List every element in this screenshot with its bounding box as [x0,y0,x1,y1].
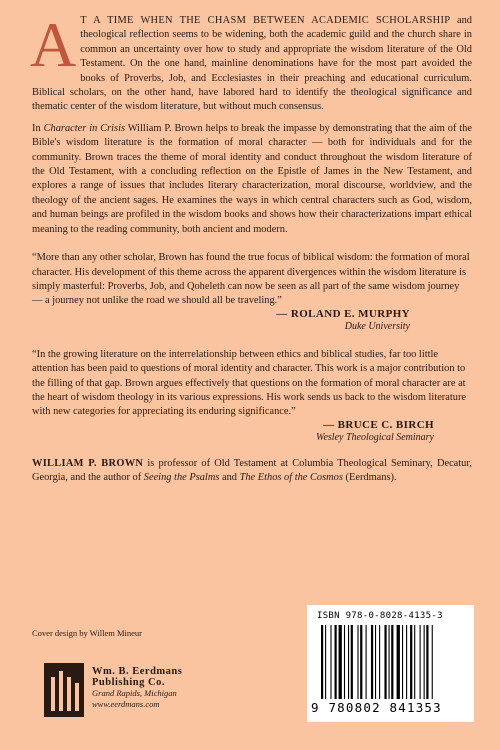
back-cover-text [30,9,473,486]
intro-paragraph [30,9,472,115]
description-paragraph: In Character in Crisis William P. Brown helps to break the impasse by demonstrating that the aim of the Bible's wisdom literature is the formation of moral character — both for individuals and for the community. Brown traces the theme of moral identity and conduct throughout the wisdom literature of the Old Testament, with a concluding reflection on the Epistle of James in the New Testament, and explores a range of issues that includes literary characterization, moral discourse, worldview, and the theology of the ancient sages. He examines the ways in which central characters such as God, wisdom, and human beings are profiled in the wisdom books and shows how their characterizations impart ethical meaning to the reading community, both ancient and modern. [32,122,472,235]
publisher-name: Wm. B. Eerdmans Publishing Co. Grand Rapids, Michigan www.eerdmans.com [92,666,183,709]
intro-body: and theological reflection seems to be widening, both the academic guild and the church share in common an uncertainty over how to study and appropriate the wisdom literature of the Old Testament. On the one hand, mainline denominations have for the most part avoided the books of Proverbs, Job, and Ecclesiastes in their preaching and educational curriculum. Biblical scholars, on the other hand, have labored hard to identify the theological significance and thematic center of the wisdom literature, but without much consensus. [32,15,472,113]
cover-credit: Cover design by Willem Mineur [32,628,142,638]
endorser-name: — BRUCE C. BIRCH [323,418,434,431]
barcode [307,605,474,722]
book-title: Character in Crisis [43,122,126,134]
endorsement-murphy: “More than any other scholar, Brown has found the true focus of biblical wisdom: the formation of moral character. His development of this theme across the apparent divergences within the wisdom literature is simply masterful: Proverbs, Job, and Qoheleth can now be seen as all part of the same wisdom journey — a journey not unlike the road we should all be traveling.” [32,252,470,307]
endorsement-birch: “In the growing literature on the interrelationship between ethics and biblical studies, far too little attention has been paid to questions of moral identity and character. This work is a major contribution to the filling of that gap. Brown argues effectively that questions on the formation of moral character are at the heart of wisdom theology in its various expressions. His work sends us back to the wisdom literature with new categories for appreciating its enduring significance.” [32,348,467,418]
endorser-affiliation: Duke University [344,320,410,332]
attribution-birch [32,419,472,443]
publisher-url: www.eerdmans.com [92,699,160,709]
endorser-affiliation: Wesley Theological Seminary [316,431,434,443]
publisher-city: Grand Rapids, Michigan [92,688,177,698]
author-name: WILLIAM P. BROWN [32,457,144,469]
intro-lead: T A TIME WHEN THE CHASM BETWEEN ACADEMIC SCHOLARSHIP [80,15,451,26]
publisher-logo [44,663,184,717]
isbn-label: ISBN 978-0-8028-4135-3 [317,611,443,621]
attribution-murphy [32,308,472,332]
drop-cap: A [30,9,77,80]
barcode-number: 9 780802 841353 [311,700,442,715]
barcode-bars [321,625,461,699]
author-bio: WILLIAM P. BROWN is professor of Old Testament at Columbia Theological Seminary, Decatur, Georgia, and the author of Seeing the Psalms and The Ethos of the Cosmos (Eerdmans). [32,457,473,484]
endorser-name: — ROLAND E. MURPHY [276,307,410,320]
publisher-mark-icon [44,663,84,717]
